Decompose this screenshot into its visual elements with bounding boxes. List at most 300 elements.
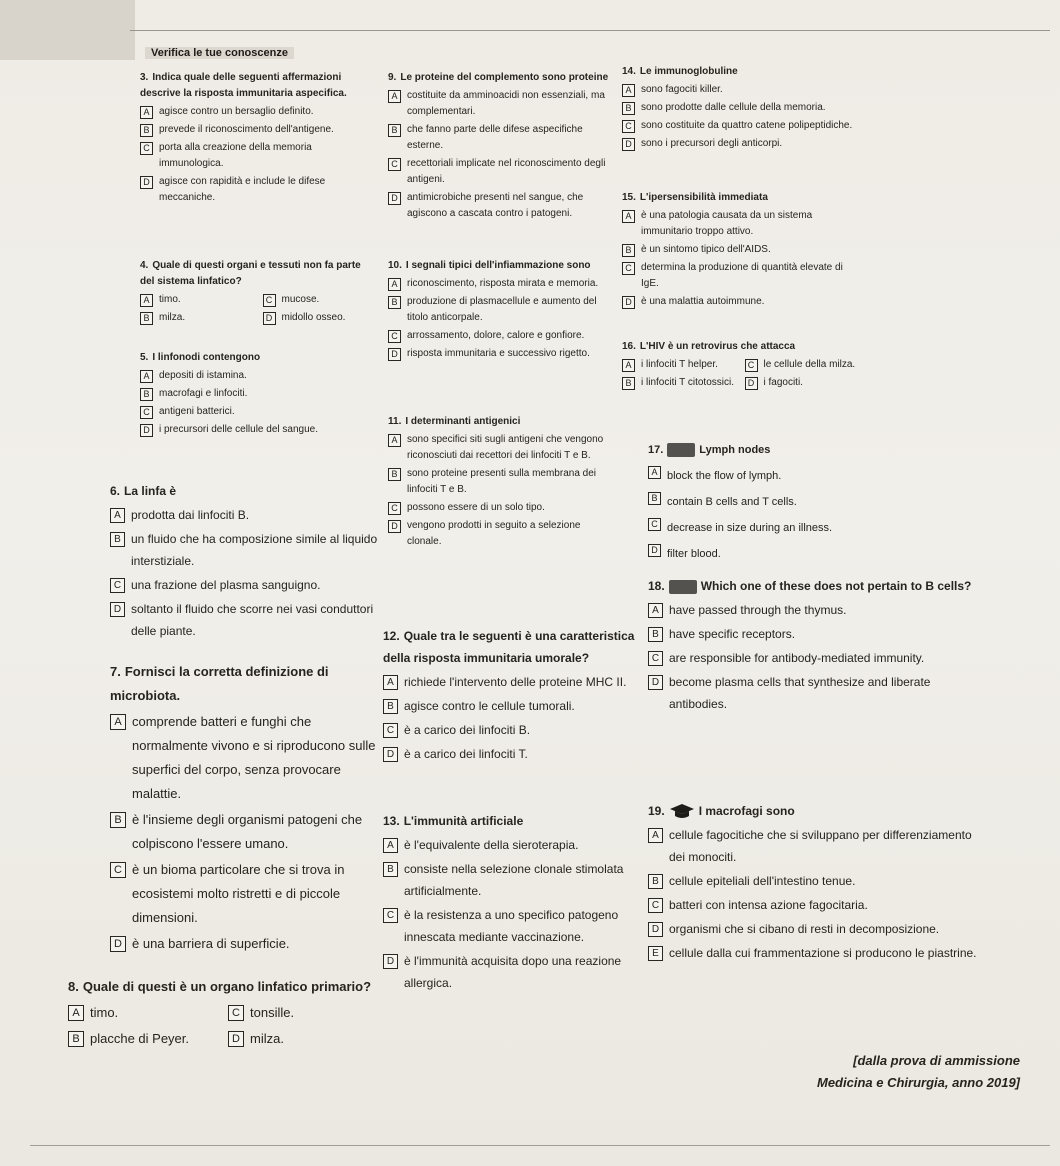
question-text: L'immunità artificiale	[403, 814, 524, 828]
option-text: è l'insieme degli organismi patogeni che colpiscono l'essere umano.	[132, 812, 363, 851]
answer-option-d[interactable]	[622, 294, 857, 310]
option-text: macrofagi e linfociti.	[159, 388, 248, 399]
question-stem	[388, 258, 613, 274]
option-text: milza.	[250, 1031, 284, 1046]
answer-options	[388, 432, 613, 550]
answer-option-d[interactable]	[383, 950, 658, 994]
option-letter-box[interactable]: D	[110, 602, 125, 617]
option-text: i linfociti T citotossici.	[641, 377, 734, 388]
answer-option-a[interactable]	[388, 88, 613, 120]
answer-option-c[interactable]	[648, 894, 978, 916]
question-16	[622, 339, 857, 391]
option-letter-box[interactable]: B	[383, 699, 398, 714]
answer-option-c[interactable]	[140, 140, 375, 172]
option-letter-box[interactable]: A	[648, 466, 661, 479]
question-number: 4.	[140, 260, 149, 271]
option-letter-box[interactable]: C	[383, 723, 398, 738]
option-text: depositi di istamina.	[159, 370, 247, 381]
question-text: I determinanti antigenici	[405, 416, 521, 427]
question-text: Quale di questi organi e tessuti non fa parte del sistema linfatico?	[140, 260, 361, 287]
question-number: 19.	[648, 804, 665, 818]
answer-option-d[interactable]	[110, 932, 380, 956]
option-text: block the flow of lymph.	[667, 470, 782, 482]
option-letter-box[interactable]: B	[110, 812, 126, 828]
option-letter-box[interactable]: A	[648, 828, 663, 843]
answer-option-d[interactable]	[648, 918, 978, 940]
option-letter-box[interactable]: B	[622, 244, 635, 257]
option-text: agisce con rapidità e include le difese meccaniche.	[159, 176, 326, 203]
question-14	[622, 64, 857, 152]
answer-option-b[interactable]	[140, 122, 375, 138]
option-text: è l'immunità acquisita dopo una reazione allergica.	[404, 954, 622, 990]
option-text: sono specifici siti sugli antigeni che vengono riconosciuti dai recettori dei linfociti T e B.	[407, 434, 604, 461]
option-text: i linfociti T helper.	[641, 359, 718, 370]
question-stem	[140, 350, 375, 366]
option-text: organismi che si cibano di resti in decomposizione.	[669, 922, 940, 936]
option-text: prevede il riconoscimento dell'antigene.	[159, 124, 334, 135]
option-letter-box[interactable]: B	[648, 874, 663, 889]
option-text: decrease in size during an illness.	[667, 522, 833, 534]
answer-option-d[interactable]	[228, 1027, 378, 1051]
option-text: le cellule della milza.	[763, 359, 856, 370]
question-text: I linfonodi contengono	[152, 352, 261, 363]
answer-option-b[interactable]	[622, 375, 735, 391]
option-text: antimicrobiche presenti nel sangue, che agiscono a cascata contro i patogeni.	[407, 192, 584, 219]
question-text: La linfa è	[124, 484, 177, 498]
answer-option-a[interactable]	[648, 599, 978, 621]
option-letter-box[interactable]: B	[622, 377, 635, 390]
question-text: L'HIV è un retrovirus che attacca	[639, 341, 796, 352]
answer-options	[622, 82, 857, 152]
question-4	[140, 258, 375, 326]
option-letter-box[interactable]: A	[622, 84, 635, 97]
question-12	[383, 625, 658, 765]
option-text: mucose.	[281, 294, 320, 305]
option-letter-box[interactable]: D	[388, 192, 401, 205]
answer-option-c[interactable]	[383, 904, 658, 948]
question-3	[140, 70, 375, 206]
option-letter-box[interactable]: B	[388, 124, 401, 137]
answer-option-b[interactable]	[383, 858, 658, 902]
option-letter-box[interactable]: A	[110, 508, 125, 523]
option-text: cellule dalla cui frammentazione si producono le piastrine.	[669, 946, 977, 960]
answer-option-a[interactable]	[383, 671, 658, 693]
option-text: i fagociti.	[763, 377, 803, 388]
option-letter-box[interactable]: C	[388, 502, 401, 515]
question-number: 12.	[383, 629, 400, 643]
question-stem	[622, 339, 857, 355]
option-text: recettoriali implicate nel riconoscimento degli antigeni.	[407, 158, 606, 185]
question-stem	[648, 800, 978, 822]
answer-option-a[interactable]	[622, 208, 857, 240]
language-image-icon	[667, 443, 695, 457]
answer-option-c[interactable]	[263, 292, 376, 308]
option-letter-box[interactable]: C	[648, 518, 661, 531]
option-text: è a carico dei linfociti B.	[404, 723, 531, 737]
option-text: è una malattia autoimmune.	[641, 296, 765, 307]
option-letter-box[interactable]: C	[388, 158, 401, 171]
answer-option-c[interactable]	[228, 1001, 378, 1025]
option-letter-box[interactable]: A	[648, 603, 663, 618]
option-text: filter blood.	[667, 548, 721, 560]
answer-option-a[interactable]	[622, 82, 857, 98]
option-letter-box[interactable]: D	[110, 936, 126, 952]
option-letter-box[interactable]: B	[388, 468, 401, 481]
option-letter-box[interactable]: A	[383, 838, 398, 853]
option-letter-box[interactable]: B	[140, 388, 153, 401]
option-letter-box[interactable]: B	[140, 124, 153, 137]
option-text: sono proteine presenti sulla membrana dei linfociti T e B.	[407, 468, 596, 495]
question-stem	[110, 480, 380, 502]
option-letter-box[interactable]: A	[383, 675, 398, 690]
graduation-cap-icon	[669, 803, 695, 821]
question-text: Fornisci la corretta definizione di microbiota.	[110, 664, 329, 703]
question-number: 18.	[648, 579, 665, 593]
option-letter-box[interactable]: B	[110, 532, 125, 547]
option-letter-box[interactable]: A	[622, 210, 635, 223]
option-letter-box[interactable]: A	[622, 359, 635, 372]
option-letter-box[interactable]: B	[648, 492, 661, 505]
answer-options	[648, 464, 898, 566]
option-text: batteri con intensa azione fagocitaria.	[669, 898, 868, 912]
question-13	[383, 810, 658, 994]
language-image-icon	[669, 580, 697, 594]
question-stem	[648, 438, 898, 462]
answer-options	[140, 104, 375, 206]
question-10	[388, 258, 613, 362]
question-number: 6.	[110, 484, 121, 498]
question-number: 14.	[622, 66, 636, 77]
answer-options	[622, 208, 857, 310]
option-text: timo.	[159, 294, 181, 305]
answer-option-a[interactable]	[383, 834, 658, 856]
answer-options	[110, 504, 380, 642]
option-letter-box[interactable]: C	[745, 359, 758, 372]
answer-options	[140, 368, 375, 438]
option-letter-box[interactable]: D	[140, 424, 153, 437]
answer-option-a[interactable]	[140, 368, 375, 384]
option-letter-box[interactable]: C	[110, 862, 126, 878]
answer-option-b[interactable]	[110, 528, 380, 572]
question-number: 13.	[383, 814, 400, 828]
answer-option-d[interactable]	[745, 375, 858, 391]
option-text: porta alla creazione della memoria immunologica.	[159, 142, 312, 169]
answer-option-a[interactable]	[140, 104, 375, 120]
source-line-2: Medicina e Chirurgia, anno 2019]	[817, 1075, 1020, 1090]
option-text: timo.	[90, 1005, 119, 1020]
answer-options	[388, 88, 613, 222]
option-text: risposta immunitaria e successivo rigetto.	[407, 348, 590, 359]
option-text: soltanto il fluido che scorre nei vasi conduttori delle piante.	[131, 602, 374, 638]
option-letter-box[interactable]: B	[622, 102, 635, 115]
answer-option-b[interactable]	[140, 386, 375, 402]
question-stem	[383, 625, 658, 669]
question-15	[622, 190, 857, 310]
question-stem	[140, 258, 375, 290]
answer-option-a[interactable]	[648, 824, 978, 868]
option-letter-box[interactable]: C	[622, 120, 635, 133]
option-letter-box[interactable]: C	[140, 142, 153, 155]
option-text: antigeni batterici.	[159, 406, 235, 417]
option-letter-box[interactable]: E	[648, 946, 663, 961]
option-letter-box[interactable]: D	[622, 138, 635, 151]
option-text: milza.	[159, 312, 186, 323]
question-stem	[388, 414, 613, 430]
answer-option-a[interactable]	[140, 292, 253, 308]
answer-option-a[interactable]	[388, 432, 613, 464]
question-text: Lymph nodes	[699, 444, 771, 456]
option-text: che fanno parte delle difese aspecifiche esterne.	[407, 124, 583, 151]
option-text: midollo osseo.	[281, 312, 346, 323]
option-letter-box[interactable]: C	[648, 651, 663, 666]
option-letter-box[interactable]: A	[388, 434, 401, 447]
option-letter-box[interactable]: D	[388, 520, 401, 533]
answer-option-d[interactable]	[263, 310, 376, 326]
option-text: sono fagociti killer.	[641, 84, 723, 95]
answer-option-a[interactable]	[110, 710, 380, 806]
question-number: 17.	[648, 444, 664, 456]
answer-options	[110, 710, 380, 956]
option-letter-box[interactable]: D	[745, 377, 758, 390]
option-letter-box[interactable]: D	[263, 312, 276, 325]
question-5	[140, 350, 375, 438]
option-text: è l'equivalente della sieroterapia.	[404, 838, 579, 852]
answer-option-c[interactable]	[745, 357, 858, 373]
answer-option-b[interactable]	[140, 310, 253, 326]
option-text: cellule epiteliali dell'intestino tenue.	[669, 874, 856, 888]
option-letter-box[interactable]: C	[110, 578, 125, 593]
answer-option-b[interactable]	[622, 242, 857, 258]
answer-options	[648, 599, 978, 715]
answer-option-c[interactable]	[388, 500, 613, 516]
option-letter-box[interactable]: C	[648, 898, 663, 913]
option-text: become plasma cells that synthesize and liberate antibodies.	[669, 675, 931, 711]
question-7	[110, 660, 380, 956]
answer-option-d[interactable]	[388, 190, 613, 222]
option-text: tonsille.	[250, 1005, 295, 1020]
answer-option-b[interactable]	[388, 122, 613, 154]
option-letter-box[interactable]: D	[383, 747, 398, 762]
answer-options	[622, 355, 857, 391]
question-text: I macrofagi sono	[698, 804, 795, 818]
answer-option-d[interactable]	[648, 542, 898, 566]
option-text: sono costituite da quattro catene polipeptidiche.	[641, 120, 853, 131]
option-letter-box[interactable]: A	[388, 278, 401, 291]
question-number: 9.	[388, 72, 397, 83]
option-text: contain B cells and T cells.	[667, 496, 797, 508]
option-text: have specific receptors.	[669, 627, 796, 641]
option-text: vengono prodotti in seguito a selezione clonale.	[407, 520, 581, 547]
option-letter-box[interactable]: B	[68, 1031, 84, 1047]
option-text: sono prodotte dalle cellule della memoria.	[641, 102, 826, 113]
answer-option-c[interactable]	[622, 118, 857, 134]
option-text: have passed through the thymus.	[669, 603, 847, 617]
option-letter-box[interactable]: B	[388, 296, 401, 309]
option-letter-box[interactable]: D	[140, 176, 153, 189]
option-letter-box[interactable]: D	[622, 296, 635, 309]
option-letter-box[interactable]: A	[140, 294, 153, 307]
answer-option-c[interactable]	[388, 156, 613, 188]
answer-option-b[interactable]	[68, 1027, 218, 1051]
question-stem	[68, 975, 378, 999]
option-letter-box[interactable]: A	[68, 1005, 84, 1021]
answer-option-d[interactable]	[388, 346, 613, 362]
option-text: sono i precursori degli anticorpi.	[641, 138, 783, 149]
answer-options	[388, 276, 613, 362]
answer-option-b[interactable]	[648, 490, 898, 514]
answer-options	[648, 824, 978, 964]
question-number: 3.	[140, 72, 149, 83]
question-text: L'ipersensibilità immediata	[639, 192, 768, 203]
question-text: I segnali tipici dell'infiammazione sono	[405, 260, 591, 271]
answer-option-a[interactable]	[388, 276, 613, 292]
answer-option-b[interactable]	[383, 695, 658, 717]
option-text: è una barriera di superficie.	[132, 936, 290, 951]
question-stem	[388, 70, 613, 86]
question-stem	[622, 64, 857, 80]
option-text: prodotta dai linfociti B.	[131, 508, 250, 522]
option-text: un fluido che ha composizione simile al liquido interstiziale.	[131, 532, 378, 568]
question-stem	[110, 660, 380, 708]
top-rule	[130, 30, 1050, 31]
question-text: Quale tra le seguenti è una caratteristica della risposta immunitaria umorale?	[383, 629, 635, 665]
answer-option-a[interactable]	[648, 464, 898, 488]
answer-options	[140, 290, 375, 326]
question-19	[648, 800, 978, 964]
question-9	[388, 70, 613, 222]
question-18	[648, 575, 978, 715]
answer-option-c[interactable]	[140, 404, 375, 420]
question-6	[110, 480, 380, 642]
question-text: Quale di questi è un organo linfatico primario?	[82, 979, 372, 994]
option-letter-box[interactable]: C	[228, 1005, 244, 1021]
question-stem	[140, 70, 375, 102]
source-citation	[817, 1050, 1020, 1094]
question-11	[388, 414, 613, 550]
answer-option-b[interactable]	[648, 623, 978, 645]
answer-option-b[interactable]	[388, 294, 613, 326]
option-letter-box[interactable]: C	[263, 294, 276, 307]
answer-options	[68, 999, 378, 1051]
option-text: è un bioma particolare che si trova in ecosistemi molto ristretti e di piccole dimensioni.	[132, 862, 345, 925]
answer-option-d[interactable]	[648, 671, 978, 715]
option-letter-box[interactable]: D	[383, 954, 398, 969]
option-text: riconoscimento, risposta mirata e memoria.	[407, 278, 599, 289]
answer-option-b[interactable]	[388, 466, 613, 498]
question-number: 16.	[622, 341, 636, 352]
option-letter-box[interactable]: C	[388, 330, 401, 343]
question-number: 15.	[622, 192, 636, 203]
answer-option-c[interactable]	[110, 574, 380, 596]
question-text: Which one of these does not pertain to B cells?	[700, 579, 972, 593]
answer-option-a[interactable]	[110, 504, 380, 526]
question-stem	[383, 810, 658, 832]
option-text: produzione di plasmacellule e aumento del titolo anticorpale.	[407, 296, 597, 323]
question-number: 11.	[388, 416, 402, 427]
option-letter-box[interactable]: D	[388, 348, 401, 361]
option-text: determina la produzione di quantità elevate di IgE.	[641, 262, 843, 289]
question-stem	[622, 190, 857, 206]
section-header: Verifica le tue conoscenze	[145, 47, 294, 59]
question-17	[648, 438, 898, 566]
option-text: arrossamento, dolore, calore e gonfiore.	[407, 330, 585, 341]
question-8	[68, 975, 378, 1051]
answer-option-c[interactable]	[388, 328, 613, 344]
option-letter-box[interactable]: B	[140, 312, 153, 325]
option-letter-box[interactable]: D	[648, 544, 661, 557]
option-text: agisce contro le cellule tumorali.	[404, 699, 575, 713]
answer-option-c[interactable]	[383, 719, 658, 741]
option-letter-box[interactable]: B	[383, 862, 398, 877]
question-text: Indica quale delle seguenti affermazioni descrive la risposta immunitaria aspecifica.	[140, 72, 347, 99]
answer-option-d[interactable]	[388, 518, 613, 550]
answer-option-d[interactable]	[140, 174, 375, 206]
option-letter-box[interactable]: C	[140, 406, 153, 419]
answer-option-c[interactable]	[622, 260, 857, 292]
option-text: è una patologia causata da un sistema immunitario troppo attivo.	[641, 210, 813, 237]
option-text: agisce contro un bersaglio definito.	[159, 106, 314, 117]
option-text: cellule fagocitiche che si sviluppano per differenziamento dei monociti.	[669, 828, 972, 864]
answer-option-d[interactable]	[383, 743, 658, 765]
option-letter-box[interactable]: D	[648, 922, 663, 937]
question-number: 10.	[388, 260, 402, 271]
question-number: 5.	[140, 352, 149, 363]
answer-option-c[interactable]	[648, 647, 978, 669]
answer-option-d[interactable]	[140, 422, 375, 438]
option-letter-box[interactable]: A	[140, 370, 153, 383]
option-letter-box[interactable]: C	[622, 262, 635, 275]
answer-option-b[interactable]	[648, 870, 978, 892]
option-text: placche di Peyer.	[90, 1031, 190, 1046]
option-letter-box[interactable]: A	[140, 106, 153, 119]
option-letter-box[interactable]: D	[228, 1031, 244, 1047]
option-text: è a carico dei linfociti T.	[404, 747, 528, 761]
answer-option-d[interactable]	[622, 136, 857, 152]
option-text: è la resistenza a uno specifico patogeno innescata mediante vaccinazione.	[404, 908, 619, 944]
question-number: 8.	[68, 979, 79, 994]
answer-option-b[interactable]	[110, 808, 380, 856]
option-text: una frazione del plasma sanguigno.	[131, 578, 321, 592]
answer-option-c[interactable]	[110, 858, 380, 930]
option-text: costituite da amminoacidi non essenziali, ma complementari.	[407, 90, 605, 117]
answer-option-a[interactable]	[622, 357, 735, 373]
option-text: comprende batteri e funghi che normalmente vivono e si riproducono sulle superfici del corpo, senza provocare malattie.	[132, 714, 376, 801]
answer-option-e[interactable]	[648, 942, 978, 964]
answer-options	[383, 834, 658, 994]
option-text: are responsible for antibody-mediated immunity.	[669, 651, 925, 665]
answer-options	[383, 671, 658, 765]
question-stem	[648, 575, 978, 597]
option-letter-box[interactable]: B	[648, 627, 663, 642]
answer-option-d[interactable]	[110, 598, 380, 642]
question-text: Le immunoglobuline	[639, 66, 738, 77]
question-text: Le proteine del complemento sono proteine	[400, 72, 609, 83]
option-letter-box[interactable]: C	[383, 908, 398, 923]
answer-option-b[interactable]	[622, 100, 857, 116]
bottom-rule	[30, 1145, 1050, 1146]
answer-option-c[interactable]	[648, 516, 898, 540]
question-number: 7.	[110, 664, 121, 679]
option-letter-box[interactable]: A	[388, 90, 401, 103]
option-text: i precursori delle cellule del sangue.	[159, 424, 318, 435]
source-line-1: [dalla prova di ammissione	[853, 1053, 1020, 1068]
answer-option-a[interactable]	[68, 1001, 218, 1025]
option-letter-box[interactable]: A	[110, 714, 126, 730]
option-text: è un sintomo tipico dell'AIDS.	[641, 244, 771, 255]
option-text: possono essere di un solo tipo.	[407, 502, 545, 513]
option-text: consiste nella selezione clonale stimolata artificialmente.	[404, 862, 624, 898]
option-letter-box[interactable]: D	[648, 675, 663, 690]
